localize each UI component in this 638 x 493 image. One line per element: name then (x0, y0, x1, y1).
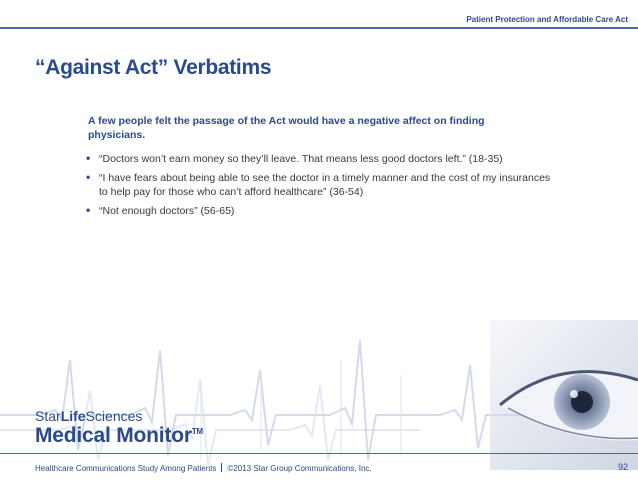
list-item (85, 152, 555, 167)
header-label: Patient Protection and Affordable Care Act (466, 15, 628, 24)
list-item (85, 171, 555, 200)
intro-text: A few people felt the passage of the Act would have a negative affect on finding physicians. (88, 115, 485, 141)
page-number: 92 (617, 462, 628, 472)
list-item (85, 204, 555, 219)
footer-citation (35, 463, 372, 473)
quote-text: “Not enough doctors” (56-65) (99, 204, 235, 217)
brand-bold: Life (60, 408, 86, 424)
brand-logo (35, 424, 203, 448)
trademark: TM (191, 427, 203, 436)
brand-subtitle (35, 408, 142, 424)
footer-copyright: ©2013 Star Group Communications, Inc. (227, 464, 372, 473)
quote-text: “I have fears about being able to see the doctor in a timely manner and the cost of my insurances to help pay for those who can’t afford healthcare” (36-54) (99, 171, 551, 198)
footer-separator (221, 463, 222, 472)
bullet-icon: • (86, 202, 91, 217)
eye-icon (490, 320, 638, 470)
bullet-icon: • (86, 151, 91, 165)
bullet-icon: • (86, 169, 91, 184)
quote-list (85, 152, 555, 222)
page-title: “Against Act” Verbatims (35, 56, 272, 79)
quote-text: “Doctors won’t earn money so they’ll leave. That means less good doctors left.” (18-35) (99, 153, 503, 165)
brand-product: Medical Monitor (35, 424, 192, 447)
brand-suffix: Sciences (85, 408, 143, 424)
footer-divider (0, 453, 638, 454)
brand-prefix: Star (35, 408, 61, 424)
header-divider (0, 27, 638, 29)
footer-study: Healthcare Communications Study Among Patients (35, 464, 217, 473)
